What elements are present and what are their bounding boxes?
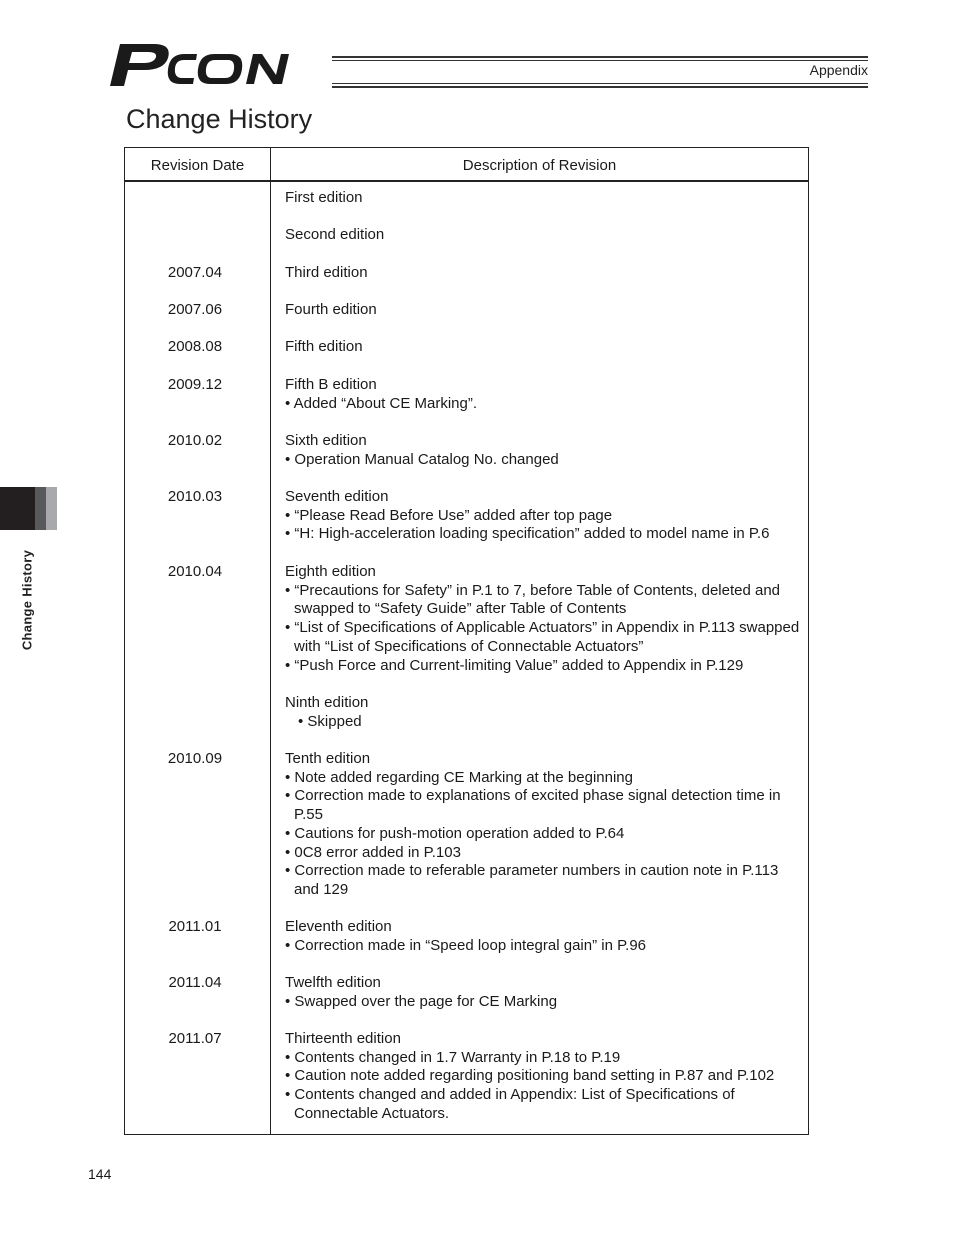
column-header-description: Description of Revision: [462, 157, 617, 174]
section-label: Appendix: [809, 62, 868, 78]
revision-date: 2009.12: [167, 376, 223, 393]
revision-date: 2010.02: [167, 432, 223, 449]
change-item: • “Push Force and Current-limiting Value” added to Appendix in P.129: [285, 656, 744, 674]
edition-name: Fifth edition: [285, 338, 363, 355]
edition-name: First edition: [285, 189, 363, 206]
column-header-date: Revision Date: [150, 157, 245, 174]
header-divider: [125, 180, 808, 182]
change-item: • Added “About CE Marking”.: [285, 394, 478, 412]
edition-name: Seventh edition: [285, 488, 389, 505]
column-divider: [270, 148, 271, 1134]
edition-name: Third edition: [285, 264, 368, 281]
page-title: Change History: [126, 104, 313, 134]
edition-name: Tenth edition: [285, 750, 371, 767]
change-item: • “Precautions for Safety” in P.1 to 7, before Table of Contents, deleted and swapped to “Safety Guide” after Table of Contents: [285, 581, 781, 618]
revision-date: 2007.06: [167, 301, 223, 318]
change-item: • Correction made to referable parameter numbers in caution note in P.113 and 129: [285, 862, 779, 898]
change-item: • “List of Specifications of Applicable Actuators” in Appendix in P.113 swapped with “List of Specifications of Connectable Actuators”: [285, 619, 800, 655]
change-item: • 0C8 error added in P.103: [285, 843, 461, 861]
edition-name: Ninth edition: [285, 694, 369, 711]
edition-name: Eighth edition: [285, 563, 376, 580]
revision-date: 2010.04: [167, 563, 223, 580]
chapter-tab-marker: [0, 487, 57, 530]
change-item: • Contents changed and added in Appendix: List of Specifications of Connectable Actuators.: [285, 1086, 735, 1122]
edition-name: Sixth edition: [285, 432, 367, 449]
header-rules: [332, 56, 868, 88]
edition-name: Thirteenth edition: [285, 1030, 401, 1047]
change-item: • Caution note added regarding positioning band setting in P.87 and P.102: [285, 1067, 775, 1085]
revision-date: 2010.03: [167, 488, 223, 505]
pcon-logo: [96, 38, 336, 94]
change-item: • Skipped: [298, 712, 362, 730]
page-number: 144: [88, 1166, 112, 1182]
change-item: • Contents changed in 1.7 Warranty in P.18 to P.19: [285, 1048, 621, 1066]
edition-name: Fifth B edition: [285, 376, 377, 393]
change-item: • Operation Manual Catalog No. changed: [285, 450, 559, 468]
edition-name: Fourth edition: [285, 301, 377, 318]
revision-date: 2008.08: [167, 338, 223, 355]
revision-date: 2010.09: [167, 750, 223, 767]
edition-name: Eleventh edition: [285, 918, 392, 935]
side-tab-label: Change History: [19, 549, 35, 651]
svg-text:PCON: PCON: [96, 38, 99, 39]
revision-date: 2007.04: [167, 264, 223, 281]
revision-date: 2011.07: [168, 1030, 222, 1047]
revision-table: [124, 147, 809, 1135]
revision-date: 2011.01: [168, 918, 222, 935]
edition-name: Second edition: [285, 226, 385, 243]
change-item: • “Please Read Before Use” added after top page: [285, 506, 613, 524]
change-item: • Correction made to explanations of excited phase signal detection time in P.55: [285, 787, 781, 824]
change-item: • Correction made in “Speed loop integral gain” in P.96: [285, 936, 647, 954]
edition-name: Twelfth edition: [285, 974, 381, 991]
change-item: • Cautions for push-motion operation added to P.64: [285, 824, 625, 842]
change-item: • Swapped over the page for CE Marking: [285, 992, 558, 1010]
revision-date: 2011.04: [168, 974, 222, 991]
change-item: • “H: High-acceleration loading specification” added to model name in P.6: [285, 525, 770, 543]
change-item: • Note added regarding CE Marking at the beginning: [285, 768, 633, 786]
